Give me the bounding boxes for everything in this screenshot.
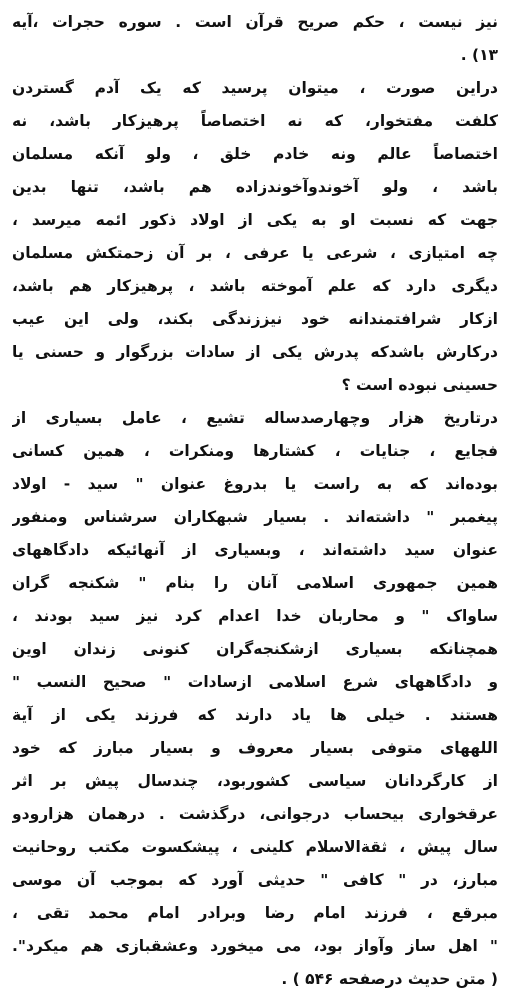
text-line: از کارگردانان سیاسی کشوربود، چندسال پیش بر اثر [12,772,498,790]
text-line: حسینی نبوده است ؟ [341,376,498,394]
text-line: کلفت مفتخوار، که نه اختصاصاً پرهیزکار باشد، نه [12,112,498,130]
text-line: ساواک " و محاربان خدا اعدام کرد نیز سید بودند ، [12,607,498,625]
text-line: مبارز، در " کافی " حدیثی آورد که بموجب آن موسی [12,871,498,889]
text-line: چه امتیازی ، شرعی یا عرفی ، بر آن زحمتکش مسلمان [12,244,498,262]
text-line: ازکار شرافتمندانه خود نیززندگی بکند، ولی این عیب [12,310,498,328]
text-line: درکارش باشدکه پدرش یکی از سادات بزرگوار و حسنی یا [12,343,498,361]
text-line: اللههای متوفی بسیار معروف و بسیار مبارز که خود [12,739,498,757]
text-line: همین جمهوری اسلامی آنان را بنام " شکنجه گران [12,574,498,592]
text-line: دیگری دارد که علم آموخته باشد ، پرهیزکار هم باشد، [12,277,498,295]
text-line: جهت که نسبت او به یکی از اولاد ذکور ائمه میرسد ، [12,211,498,229]
text-line: هستند . خیلی ها یاد دارند که فرزند یکی از آیة [12,706,498,724]
text-line: باشد ، ولو آخوندوآخوندزاده هم باشد، تنها بدین [12,178,498,196]
text-line: پیغمبر " داشته‌اند . بسیار شبهکاران سرشناس ومنفور [12,508,498,526]
text-line: درتاریخ هزار وچهارصدساله تشیع ، عامل بسیاری از [12,409,498,427]
text-line: عنوان سید داشته‌اند ، وبسیاری از آنهائیکه دادگاههای [12,541,498,559]
text-line: نیز نیست ، حکم صریح قرآن است . سوره حجرات ،آیه [12,13,498,31]
text-line: ( متن حدیث درصفحه ۵۴۶ ) . [281,970,498,988]
text-line: دراین صورت ، میتوان پرسید که یک آدم گستردن [12,79,498,97]
text-line: مبرقع ، فرزند امام رضا وبرادر امام محمد تقی ، [12,904,498,922]
text-line: عرقخواری بیحساب درجوانی، درگذشت . درهمان هزارودو [12,805,498,823]
text-line: " اهل ساز وآواز بود، می میخورد وعشقبازی هم میکرد". [12,937,498,955]
text-line: همچنانکه بسیاری ازشکنجه‌گران کنونی زندان اوین [12,640,498,658]
text-line: سال پیش ، ثقةالاسلام کلینی ، پیشکسوت مکتب روحانیت [12,838,498,856]
text-line: بوده‌اند که به راست یا بدروغ عنوان " سید - اولاد [12,475,498,493]
text-line: اختصاصاً عالم ونه خادم خلق ، ولو آنکه مسلمان [12,145,498,163]
text-line: و دادگاههای شرع اسلامی ازسادات " صحیح النسب " [12,673,498,691]
text-line: ۱۳) . [460,46,498,64]
text-line: فجایع ، جنایات ، کشتارها ومنکرات ، همین کسانی [12,442,498,460]
